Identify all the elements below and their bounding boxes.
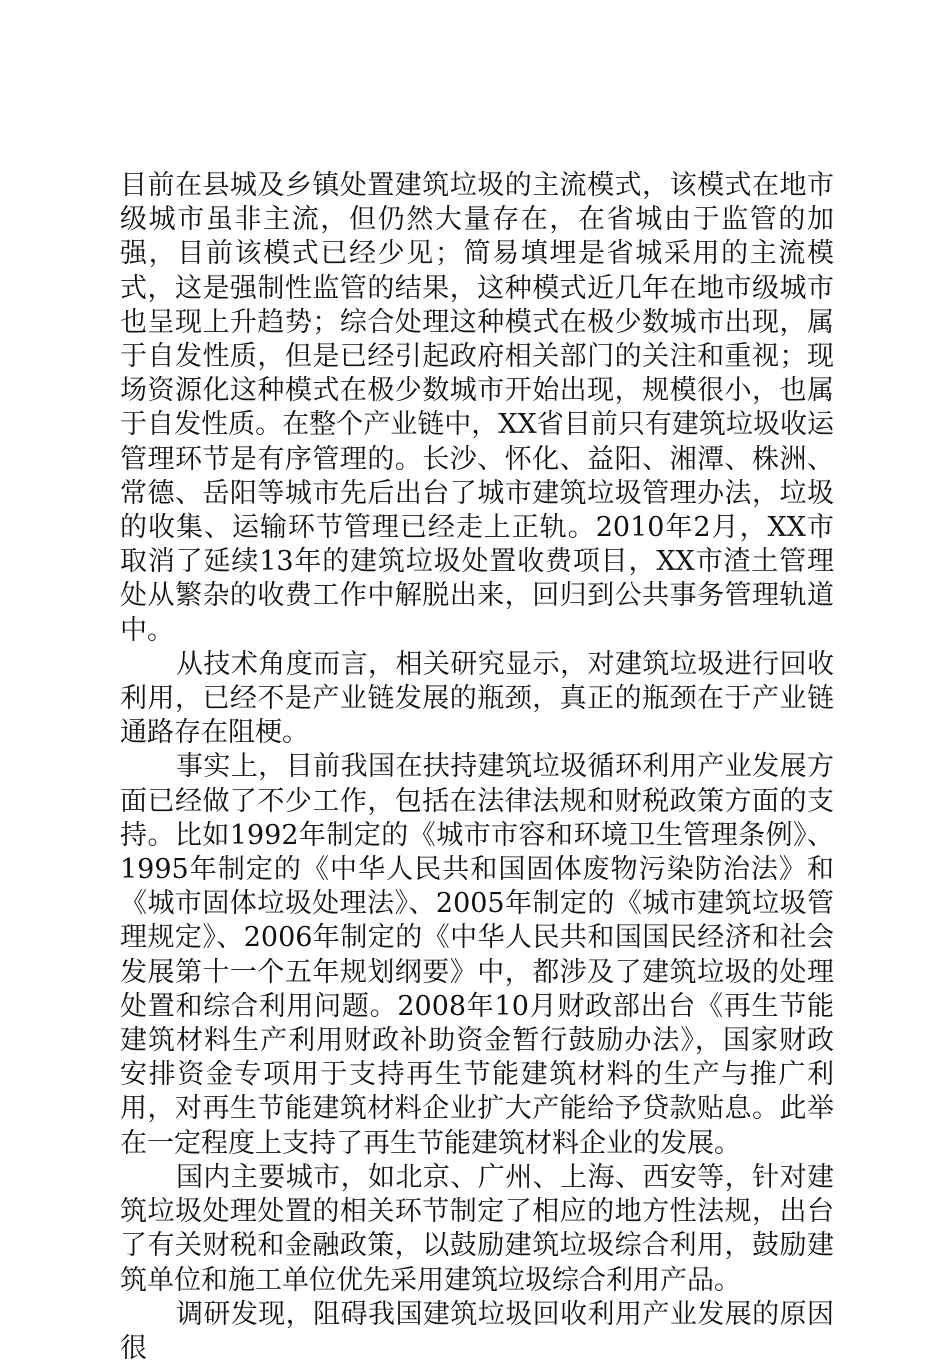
document-body — [120, 169, 834, 1366]
paragraph-3: 事实上，目前我国在扶持建筑垃圾循环利用产业发展方面已经做了不少工作，包括在法律法规和财税政策方面的支持。比如1992年制定的《城市市容和环境卫生管理条例》、1995年制定的《中华人民共和国固体废物污染防治法》和《城市固体垃圾处理法》、2005年制定的《城市建筑垃圾管理规定》、2006年制定的《中华人民共和国国民经济和社会发展第十一个五年规划纲要》中，都涉及了建筑垃圾的处理处置和综合利用问题。2008年10月财政部出台《再生节能建筑材料生产利用财政补助资金暂行鼓励办法》，国家财政安排资金专项用于支持再生节能建筑材料的生产与推广利用，对再生节能建筑材料企业扩大产能给予贷款贴息。此举在一定程度上支持了再生节能建筑材料企业的发展。 — [120, 751, 834, 1159]
paragraph-4: 国内主要城市，如北京、广州、上海、西安等，针对建筑垃圾处理处置的相关环节制定了相应的地方性法规，出台了有关财税和金融政策，以鼓励建筑垃圾综合利用，鼓励建筑单位和施工单位优先采用建筑垃圾综合利用产品。 — [120, 1161, 834, 1296]
paragraph-1: 目前在县城及乡镇处置建筑垃圾的主流模式，该模式在地市级城市虽非主流，但仍然大量存在，在省城由于监管的加强，目前该模式已经少见；简易填埋是省城采用的主流模式，这是强制性监管的结果，这种模式近几年在地市级城市也呈现上升趋势；综合处理这种模式在极少数城市出现，属于自发性质，但是已经引起政府相关部门的关注和重视；现场资源化这种模式在极少数城市开始出现，规模很小，也属于自发性质。在整个产业链中，XX省目前只有建筑垃圾收运管理环节是有序管理的。长沙、怀化、益阳、湘潭、株洲、常德、岳阳等城市先后出台了城市建筑垃圾管理办法，垃圾的收集、运输环节管理已经走上正轨。2010年2月，XX市取消了延续13年的建筑垃圾处置收费项目，XX市渣土管理处从繁杂的收费工作中解脱出来，回归到公共事务管理轨道中。 — [120, 170, 834, 646]
paragraph-5: 调研发现，阻碍我国建筑垃圾回收利用产业发展的原因很 — [120, 1298, 834, 1364]
paragraph-2: 从技术角度而言，相关研究显示，对建筑垃圾进行回收利用，已经不是产业链发展的瓶颈，真正的瓶颈在于产业链通路存在阻梗。 — [120, 648, 834, 749]
